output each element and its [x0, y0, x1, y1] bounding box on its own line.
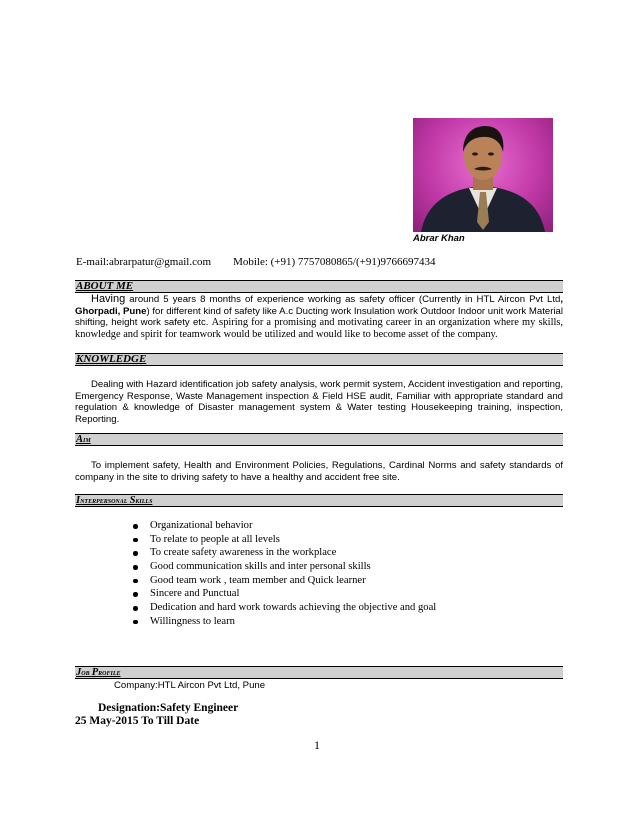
list-item: To create safety awareness in the workplace	[133, 546, 436, 560]
section-header-aim: Aim	[75, 433, 563, 446]
email-text: E-mail:abrarpatur@gmail.com	[76, 256, 212, 268]
section-header-job: Job Profile	[75, 666, 563, 679]
about-text-1: around 5 years 8 months of experience working as safety officer (Currently in HTL Aircon Pvt Ltd	[125, 294, 561, 305]
section-header-about: ABOUT ME	[75, 280, 563, 293]
list-item: Willingness to learn	[133, 615, 436, 629]
aim-text: To implement safety, Health and Environment Policies, Regulations, Cardinal Norms and safety standards of company in the site to driving safety to have a healthy and accident free site.	[75, 460, 563, 483]
person-portrait	[413, 118, 553, 232]
photo-caption-name: Abrar Khan	[413, 233, 465, 244]
about-paragraph	[75, 294, 563, 340]
list-item: Dedication and hard work towards achieving the objective and goal	[133, 601, 436, 615]
list-item: To relate to people at all levels	[133, 533, 436, 547]
section-header-knowledge: KNOWLEDGE	[75, 353, 563, 366]
contact-line	[76, 256, 436, 268]
dates-text: 25 May-2015 To Till Date	[75, 715, 200, 727]
section-header-skills: Interpersonal Skills	[75, 494, 563, 507]
list-item: Good team work , team member and Quick learner	[133, 574, 436, 588]
designation-text: Designation:Safety Engineer	[98, 702, 239, 714]
list-item: Sincere and Punctual	[133, 587, 436, 601]
aim-paragraph	[75, 460, 563, 483]
list-item: Organizational behavior	[133, 519, 436, 533]
skills-list	[133, 519, 436, 629]
about-lead: Having	[91, 293, 126, 305]
profile-photo	[413, 118, 553, 232]
about-text-3: Aspiring for a promising and motivating career in an organization where my skills, knowledge and spirit for teamwork would be utilized and would like to become asset of the company.	[75, 317, 563, 340]
mobile-text: Mobile: (+91) 7757080865/(+91)9766697434	[233, 256, 436, 268]
list-item: Good communication skills and inter personal skills	[133, 560, 436, 574]
knowledge-text: Dealing with Hazard identification job safety analysis, work permit system, Accident investigation and reporting, Emergency Response, Waste Management inspection & Field HSE audit, Familiar with appropriate standard and regulation & knowledge of Disaster management system & Water testing Housekeeping training, inspection, Reporting.	[75, 379, 563, 425]
page-number: 1	[314, 738, 320, 752]
about-text-bold: , Ghorpadi, Pune	[75, 294, 563, 317]
company-text: Company:HTL Aircon Pvt Ltd, Pune	[114, 680, 266, 691]
knowledge-paragraph	[75, 379, 563, 425]
about-text-2: ) for different kind of safety like A.c Ducting work Insulation work Outdoor Indoor unit work Material shifting, height work safety etc.	[75, 305, 563, 329]
